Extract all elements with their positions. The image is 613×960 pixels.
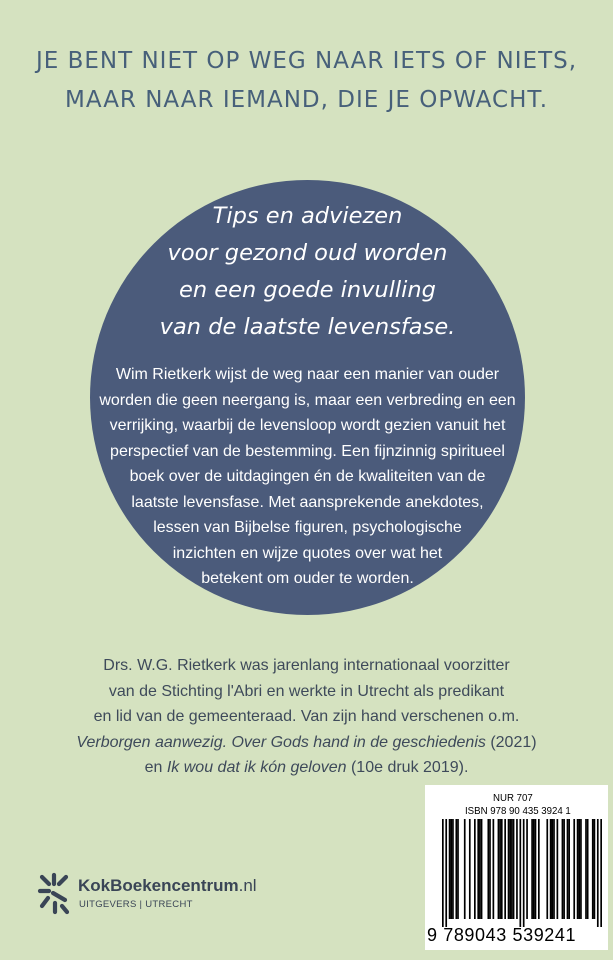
barcode-bar	[504, 819, 506, 919]
book-title: Ik wou dat ik kón geloven	[166, 759, 347, 776]
publisher-tld: .nl	[238, 876, 257, 895]
barcode	[442, 819, 602, 927]
barcode-bar	[594, 819, 596, 919]
barcode-bar	[600, 819, 602, 927]
blurb-line: Wim Rietkerk wijst de weg naar een manier van ouder	[115, 366, 500, 383]
barcode-bar	[455, 819, 457, 919]
barcode-bar	[531, 819, 533, 919]
barcode-bar	[445, 819, 447, 927]
publisher-subtitle: UITGEVERS | UTRECHT	[79, 899, 193, 910]
barcode-bar	[573, 819, 575, 919]
barcode-bar	[513, 819, 515, 919]
barcode-bar	[587, 819, 589, 919]
barcode-bar	[479, 819, 481, 919]
summary-circle	[90, 180, 525, 615]
blurb	[82, 362, 533, 592]
isbn-text: ISBN 978 90 435 3924 1	[465, 805, 571, 817]
bio-line: Drs. W.G. Rietkerk was jarenlang internationaal voorzitter	[103, 657, 510, 674]
barcode-bar	[523, 819, 525, 927]
publisher-logo	[34, 868, 294, 918]
barcode-bar	[464, 819, 466, 919]
tagline-line: voor gezond oud worden	[167, 240, 448, 266]
barcode-bar	[509, 819, 511, 919]
barcode-bar	[469, 819, 471, 919]
barcode-bar	[477, 819, 479, 919]
blurb-line: worden die geen neergang is, maar een verbreding en een	[99, 391, 516, 409]
barcode-bar	[562, 819, 564, 919]
barcode-bar	[538, 819, 540, 919]
nur-code: NUR 707	[493, 792, 533, 804]
blurb-line: inzichten en wijze quotes over wat het	[172, 544, 443, 562]
barcode-bar	[511, 819, 513, 919]
barcode-bar	[449, 819, 451, 919]
tagline-line: Tips en adviezen	[212, 203, 403, 229]
blurb-line: perspectief van de bestemming. Een fijnzinnig spiritueel	[110, 442, 505, 460]
barcode-bar	[474, 819, 476, 919]
barcode-bar	[493, 819, 495, 919]
blurb-line: betekent om ouder te worden.	[201, 570, 414, 587]
barcode-bar	[535, 819, 537, 919]
barcode-bar	[550, 819, 552, 919]
barcode-bar	[519, 819, 521, 927]
cover-quote	[0, 42, 613, 120]
barcode-bar	[516, 819, 518, 919]
publisher-name-text: KokBoekencentrum	[78, 876, 239, 895]
publisher-mark-icon	[34, 868, 74, 918]
bio-text: en	[144, 759, 167, 776]
barcode-bar	[508, 819, 510, 919]
barcode-bar	[452, 819, 454, 919]
barcode-bar	[487, 819, 489, 919]
barcode-bar	[563, 819, 565, 919]
blurb-line: laatste levensfase. Met aansprekende anekdotes,	[131, 493, 484, 511]
barcode-bar	[457, 819, 459, 919]
barcode-bar	[568, 819, 570, 919]
bio-line	[0, 730, 613, 756]
barcode-bar	[533, 819, 535, 919]
barcode-bar	[557, 819, 559, 919]
barcode-bar	[580, 819, 582, 919]
barcode-bar	[489, 819, 491, 919]
barcode-bar	[501, 819, 503, 919]
blurb-line: verrijking, waarbij de levensloop wordt gezien vanuit het	[109, 417, 506, 434]
bio-line: van de Stichting l'Abri en werkte in Utrecht als predikant	[108, 682, 505, 700]
barcode-bar	[442, 819, 444, 927]
book-edition: (10e druk 2019).	[346, 759, 469, 776]
barcode-bar	[481, 819, 483, 919]
blurb-line: lessen van Bijbelse figuren, psychologische	[153, 519, 462, 536]
barcode-bar	[450, 819, 452, 919]
barcode-bar	[597, 819, 599, 927]
barcode-bar	[577, 819, 579, 919]
barcode-bar	[551, 819, 553, 919]
blurb-line: boek over de uitdagingen én de kwaliteiten van de	[129, 468, 486, 485]
publisher-name	[78, 876, 257, 896]
book-title: Verborgen aanwezig. Over Gods hand in de geschiedenis	[76, 733, 486, 751]
barcode-bar	[499, 819, 501, 919]
barcode-bar	[546, 819, 548, 919]
quote-line-2: MAAR NAAR IEMAND, DIE JE OPWACHT.	[64, 87, 549, 113]
tagline	[90, 198, 525, 346]
tagline-line: van de laatste levensfase.	[159, 314, 456, 340]
barcode-digits: 9 789043 539241	[427, 925, 577, 945]
author-bio	[0, 653, 613, 781]
tagline-line: en een goede invulling	[179, 277, 436, 303]
quote-line-1: JE BENT NIET OP WEG NAAR IETS OF NIETS,	[35, 48, 578, 74]
bio-line: en lid van de gemeenteraad. Van zijn hand verschenen o.m.	[93, 708, 520, 725]
barcode-bar	[553, 819, 555, 919]
book-year: (2021)	[485, 733, 537, 751]
barcode-bar	[526, 819, 528, 919]
barcode-bar	[498, 819, 500, 919]
barcode-panel	[425, 785, 608, 950]
barcode-bar	[592, 819, 594, 919]
bio-line	[0, 755, 613, 781]
barcode-bar	[585, 819, 587, 919]
barcode-bar	[567, 819, 569, 919]
barcode-bar	[578, 819, 580, 919]
